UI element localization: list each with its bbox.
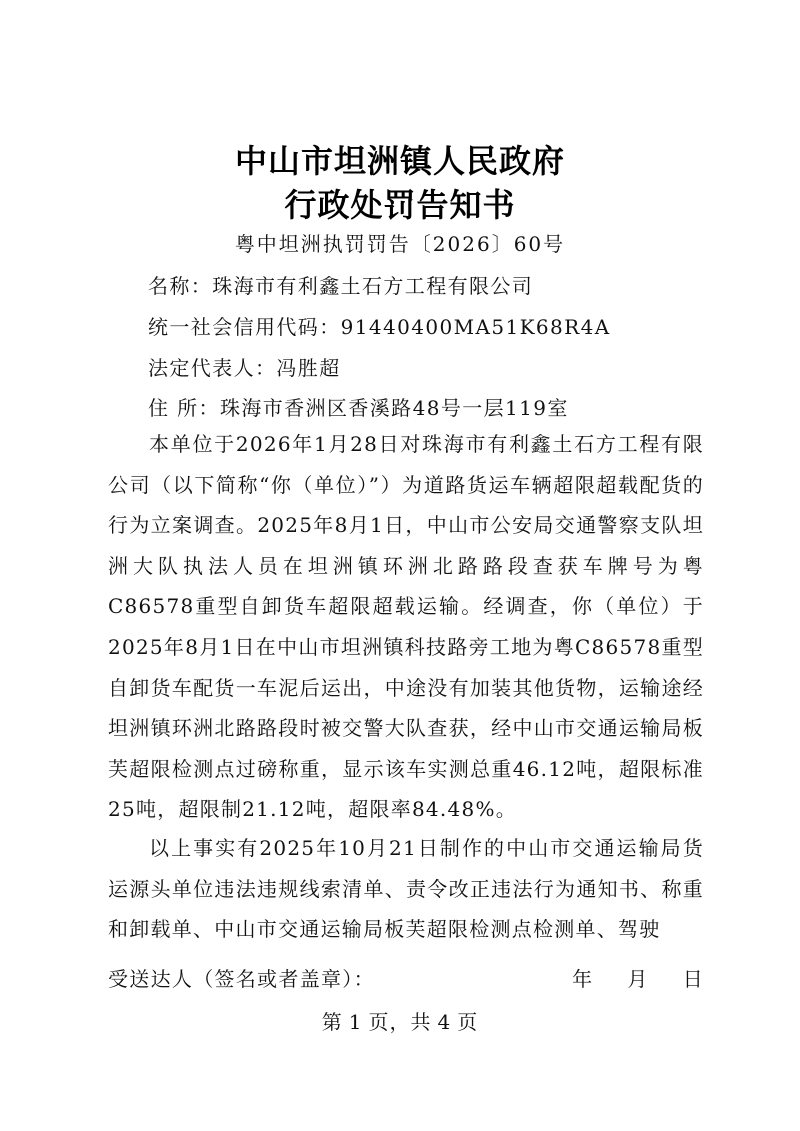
facts-paragraph: 本单位于2026年1月28日对珠海市有利鑫土石方工程有限公司（以下简称“你（单位）”）为道路货运车辆超限超载配货的行为立案调查。2025年8月1日，中山市公安局交通警察支队坦洲大队执法人员在坦洲镇环洲北路路段查获车牌号为粤C86578重型自卸货车超限超载运输。经调查，你（单位）于2025年8月1日在中山市坦洲镇科技路旁工地为粤C86578重型自卸货车配货一车泥后运出，中途没有加装其他货物，运输途经坦洲镇环洲北路路段时被交警大队查获，经中山市交通运输局板芙超限检测点过磅称重，显示该车实测总重46.12吨，超限标准25吨，超限制21.12吨，超限率84.48%。 [108,432,704,822]
month-label: 月 [627,967,649,991]
address-field [148,393,569,423]
address-label: 住 所： [148,396,220,420]
page-mid: 页，共 [368,1010,432,1034]
evidence-paragraph: 以上事实有2025年10月21日制作的中山市交通运输局货运源头单位违法违规线索清单、责令改正违法行为通知书、称重和卸载单、中山市交通运输局板芙超限检测点检测单、驾驶 [108,836,704,942]
document-title: 行政处罚告知书 [284,186,516,224]
credit-code-value: 91440400MA51K68R4A [340,315,611,339]
total-pages: 4 [437,1010,452,1034]
credit-code-label: 统一社会信用代码： [148,315,341,339]
party-name-value: 珠海市有利鑫土石方工程有限公司 [212,274,534,298]
year-label: 年 [572,967,594,991]
issuer-title: 中山市坦洲镇人民政府 [234,142,565,180]
day-label: 日 [682,967,704,991]
party-name-label: 名称： [148,274,213,298]
party-name-field [148,271,533,301]
page-prefix: 第 [321,1010,343,1034]
current-page: 1 [348,1010,363,1034]
page-suffix: 页 [457,1010,479,1034]
credit-code-field [148,312,611,342]
signature-date [572,964,704,994]
legal-rep-field [148,353,341,383]
legal-rep-label: 法定代表人： [148,356,277,380]
document-number: 粤中坦洲执罚罚告〔2026〕60号 [234,232,566,256]
legal-rep-value: 冯胜超 [276,356,341,380]
page-number-footer [0,1007,800,1037]
recipient-signature-line [108,964,704,994]
address-value: 珠海市香洲区香溪路48号一层119室 [219,396,569,420]
recipient-signature-label: 受送达人（签名或者盖章）： [108,967,375,991]
